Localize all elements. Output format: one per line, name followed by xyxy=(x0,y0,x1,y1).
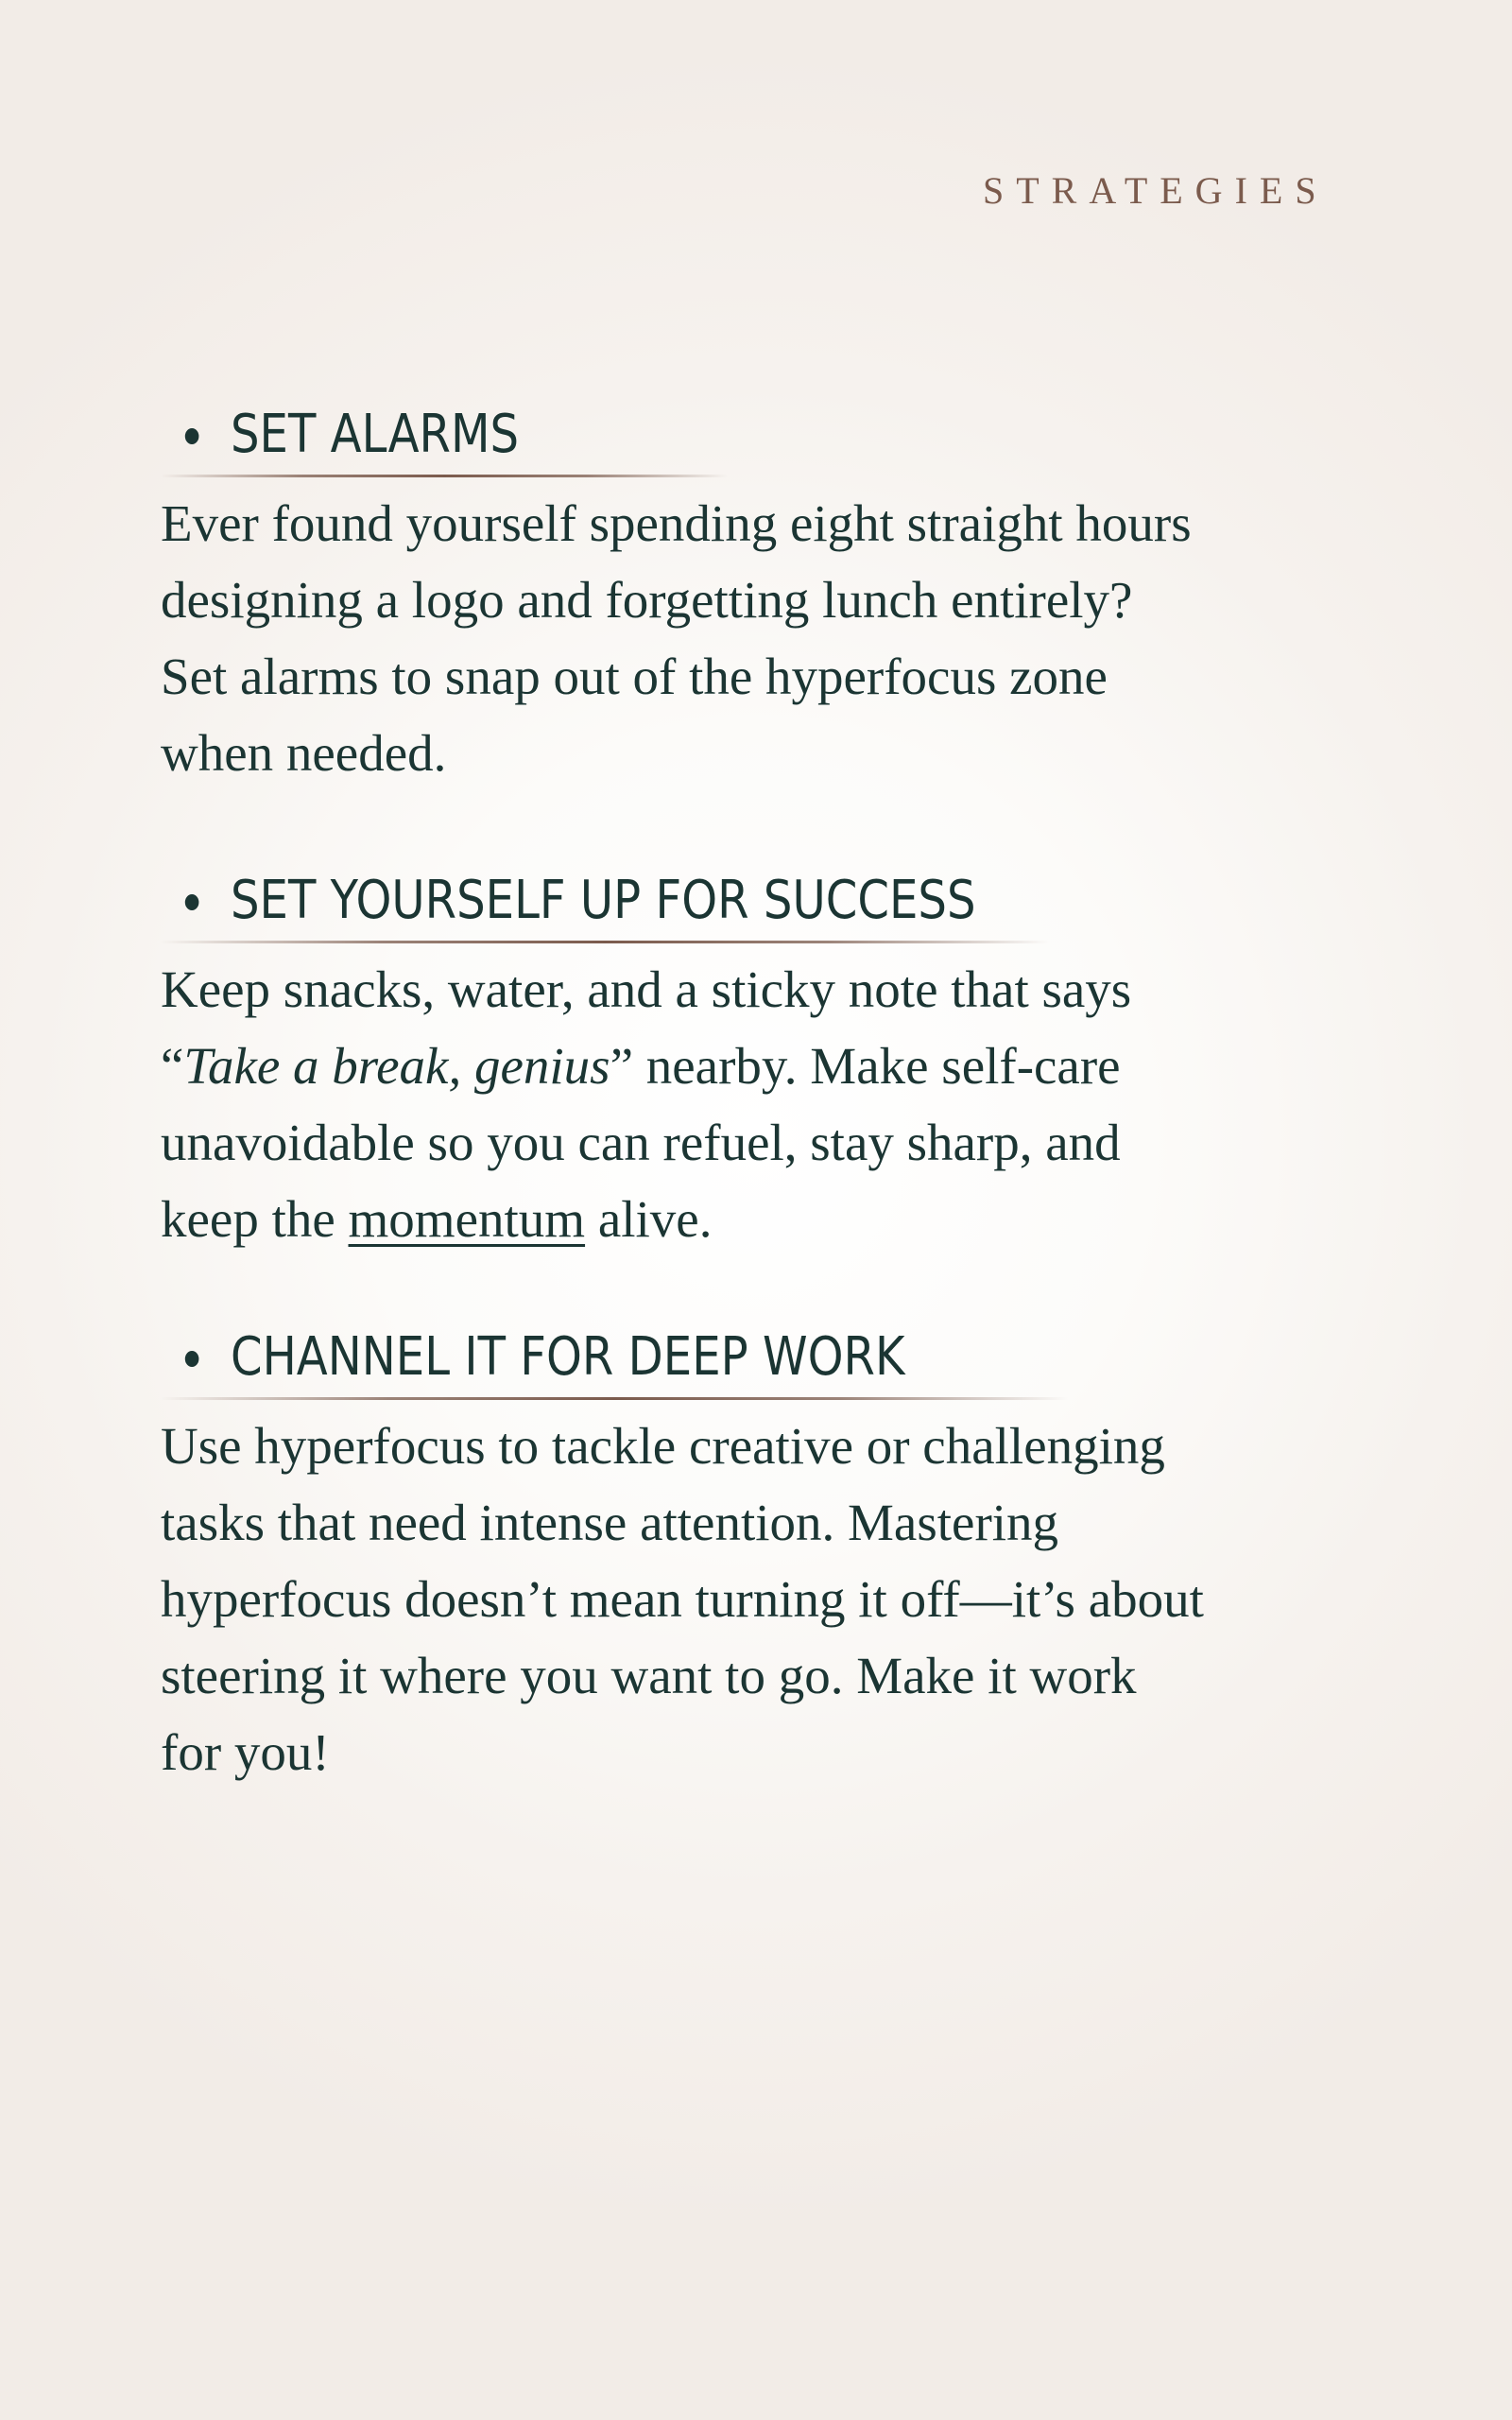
body-line: tasks that need intense attention. Mastering xyxy=(161,1494,1059,1551)
quote-open: “ xyxy=(161,1037,184,1095)
strategy-heading xyxy=(161,1320,1136,1395)
body-line: steering it where you want to go. Make it work xyxy=(161,1647,1137,1704)
strategy-body xyxy=(161,1408,1295,1790)
sticky-note-quote: Take a break, genius xyxy=(183,1037,610,1095)
strategy-set-yourself-up xyxy=(161,863,1295,1257)
heading-underline xyxy=(161,475,728,477)
strategy-heading-text: CHANNEL IT FOR DEEP WORK xyxy=(230,1326,905,1388)
strategy-body xyxy=(161,485,1295,791)
body-line: Keep snacks, water, and a sticky note that says xyxy=(161,960,1132,1018)
body-line: when needed. xyxy=(161,724,447,782)
strategy-heading-text: SET ALARMS xyxy=(230,404,520,465)
body-line xyxy=(161,1028,1295,1104)
page-section-label: STRATEGIES xyxy=(983,169,1329,212)
strategy-heading xyxy=(161,397,1136,473)
body-line: unavoidable so you can refuel, stay sharp, and xyxy=(161,1114,1121,1171)
body-line: Use hyperfocus to tackle creative or challenging xyxy=(161,1417,1165,1475)
body-line: Ever found yourself spending eight straight hours xyxy=(161,494,1192,552)
body-text: alive. xyxy=(585,1190,713,1248)
body-line: Set alarms to snap out of the hyperfocus zone xyxy=(161,648,1108,705)
strategy-channel-it xyxy=(161,1320,1295,1790)
body-line: designing a logo and forgetting lunch entirely? xyxy=(161,571,1133,629)
strategy-heading-text: SET YOURSELF UP FOR SUCCESS xyxy=(230,870,976,931)
body-line: hyperfocus doesn’t mean turning it off—it’s about xyxy=(161,1570,1204,1628)
momentum-link[interactable]: momentum xyxy=(348,1190,586,1248)
body-text: keep the xyxy=(161,1190,349,1248)
bullet-dot-icon xyxy=(185,428,199,444)
bullet-dot-icon xyxy=(185,1351,199,1367)
body-line: for you! xyxy=(161,1723,330,1781)
quote-close: ” nearby. Make self-care xyxy=(610,1037,1121,1095)
body-line xyxy=(161,1181,1295,1257)
strategy-set-alarms xyxy=(161,397,1295,791)
bullet-dot-icon xyxy=(185,894,199,910)
strategy-heading xyxy=(161,863,1136,939)
strategy-body xyxy=(161,951,1295,1257)
heading-underline xyxy=(161,941,1049,943)
heading-underline xyxy=(161,1397,1068,1400)
